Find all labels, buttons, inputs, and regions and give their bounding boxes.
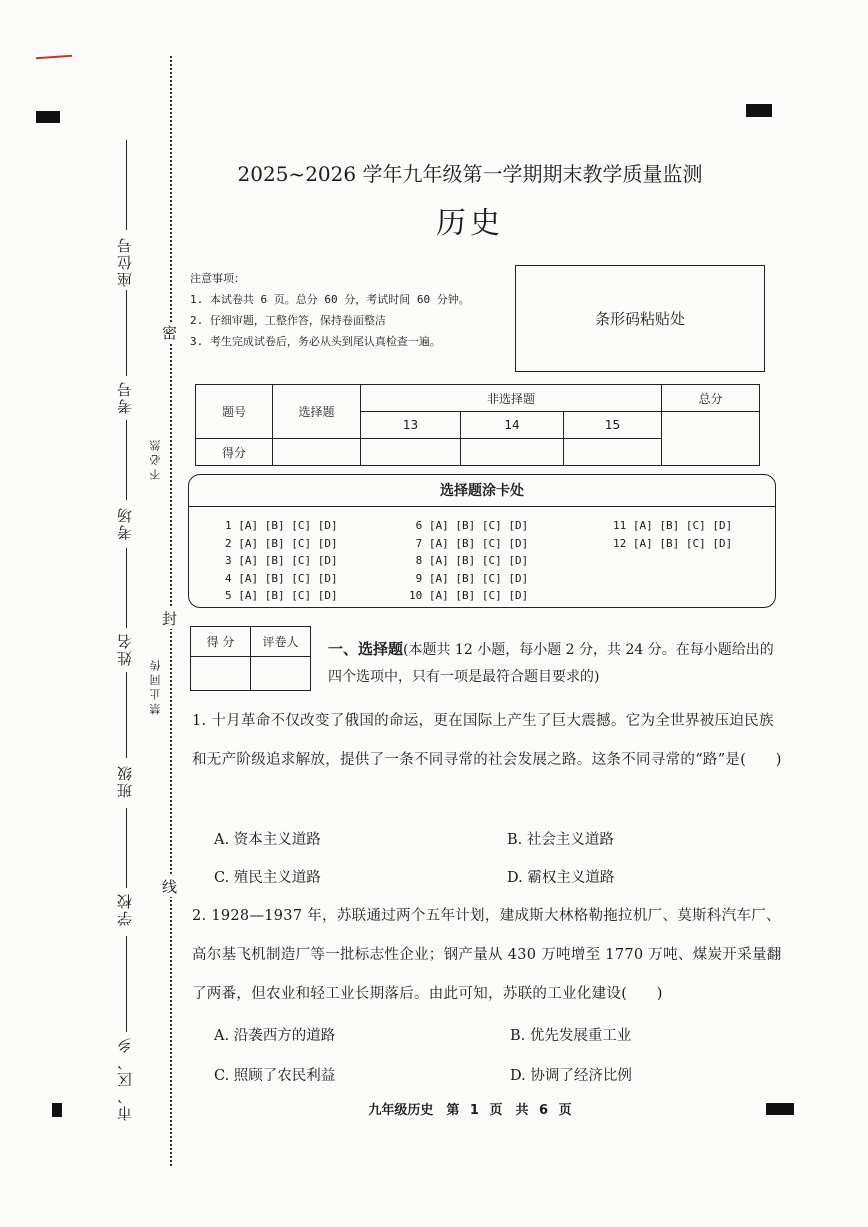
section-1-title: 一、选择题 — [328, 640, 404, 658]
score-table-sub-13: 13 — [361, 412, 461, 439]
section-1-description: (本题共 12 小题，每小题 2 分，共 24 分。在每小题给出的四个选项中，只有一项是最符合题目要求的) — [328, 642, 774, 685]
notes-item: 2. 仔细审题，工整作答，保持卷面整洁 — [190, 314, 386, 327]
registration-mark-top-right — [746, 104, 772, 117]
answer-card-column-1[interactable]: 1 [A] [B] [C] [D] 2 [A] [B] [C] [D] 3 [A] [B] [C] [D] 4 [A] [B] [C] [D] 5 [A] [B] [C] [D] — [225, 519, 338, 603]
binding-char-feng: 封 — [162, 610, 178, 628]
grader-cell-grader[interactable] — [251, 657, 311, 691]
field-school[interactable]: 学校 — [115, 892, 134, 926]
answer-card-title: 选择题涂卡处 — [189, 475, 775, 507]
question-1-stem: 1. 十月革命不仅改变了俄国的命运，更在国际上产生了巨大震撼。它为全世界被压迫民族和无产阶级追求解放，提供了一条不同寻常的社会发展之路。这条不同寻常的“路”是( ) — [192, 713, 782, 768]
score-cell-14[interactable] — [461, 439, 564, 466]
score-table-sub-14: 14 — [461, 412, 564, 439]
binding-warning-1: 不 必 然 — [149, 440, 162, 480]
question-2-option-a[interactable]: A. 沿袭西方的道路 — [214, 1028, 336, 1044]
registration-mark-bottom-left — [52, 1103, 62, 1117]
answer-card-column-2[interactable]: 6 [A] [B] [C] [D] 7 [A] [B] [C] [D] 8 [A] [B] [C] [D] 9 [A] [B] [C] [D] 10 [A] [B] [C] [D] — [409, 519, 529, 603]
score-cell-13[interactable] — [361, 439, 461, 466]
field-line-exam-room — [126, 420, 127, 500]
question-1-option-b[interactable]: B. 社会主义道路 — [507, 832, 614, 848]
grader-header-grader: 评卷人 — [251, 627, 311, 657]
field-line-district — [126, 936, 127, 1032]
score-cell-choice[interactable] — [273, 439, 361, 466]
field-seat-number[interactable]: 座位号 — [115, 236, 134, 287]
field-line-school — [126, 808, 127, 888]
score-table-header-total: 总分 — [662, 385, 760, 412]
question-1-option-a[interactable]: A. 资本主义道路 — [214, 832, 321, 848]
score-table-sub-15: 15 — [564, 412, 662, 439]
barcode-area[interactable] — [515, 265, 765, 372]
field-line-exam-id — [126, 290, 127, 376]
score-cell-15[interactable] — [564, 439, 662, 466]
question-2-option-d[interactable]: D. 协调了经济比例 — [510, 1068, 632, 1084]
question-1-option-c[interactable]: C. 殖民主义道路 — [214, 870, 321, 886]
grader-cell-score[interactable] — [191, 657, 251, 691]
question-2-option-b[interactable]: B. 优先发展重工业 — [510, 1028, 632, 1044]
question-2-stem: 2. 1928—1937 年，苏联通过两个五年计划，建成斯大林格勒拖拉机厂、莫斯科汽车厂、高尔基飞机制造厂等一批标志性企业；钢产量从 430 万吨增至 1770 万吨、煤炭开采量翻了两番，但农业和轻工业长期落后。由此可知，苏联的工业化建设( ) — [192, 908, 782, 1002]
answer-card — [188, 474, 776, 608]
field-exam-room[interactable]: 考场 — [115, 506, 134, 540]
exam-title: 2025~2026 学年九年级第一学期期末教学质量监测 — [237, 162, 703, 186]
section-1-heading — [328, 636, 774, 691]
score-table-header-nonchoice: 非选择题 — [361, 385, 662, 412]
grader-header-score: 得 分 — [191, 627, 251, 657]
binding-char-xian: 线 — [162, 878, 178, 896]
score-table-header-qnum: 题号 — [196, 385, 273, 439]
field-line-name — [126, 548, 127, 628]
score-cell-total[interactable] — [662, 412, 760, 466]
score-table — [195, 384, 760, 466]
notes-item: 3. 考生完成试卷后，务必从头到尾认真检查一遍。 — [190, 335, 441, 348]
field-name[interactable]: 姓名 — [115, 632, 134, 666]
question-2-option-c[interactable]: C. 照顾了农民利益 — [214, 1068, 336, 1084]
red-pen-mark — [36, 55, 72, 60]
binding-warning-2: 禁 止 同 传 — [149, 660, 162, 715]
field-district[interactable]: 市、区、乡 — [115, 1036, 134, 1121]
score-table-header-choice: 选择题 — [273, 385, 361, 439]
registration-mark-top-left — [36, 111, 60, 123]
binding-char-mi: 密 — [162, 324, 178, 342]
field-class[interactable]: 班级 — [115, 764, 134, 798]
registration-mark-bottom-right — [766, 1103, 794, 1115]
barcode-label: 条形码粘贴处 — [594, 310, 685, 328]
field-line-class — [126, 672, 127, 758]
field-line-seat — [126, 140, 127, 230]
page-footer: 九年级历史 第 1 页 共 6 页 — [368, 1103, 572, 1118]
notes-item: 1. 本试卷共 6 页。总分 60 分，考试时间 60 分钟。 — [190, 293, 470, 306]
grader-table — [190, 626, 311, 691]
answer-card-column-3[interactable]: 11 [A] [B] [C] [D] 12 [A] [B] [C] [D] — [613, 519, 733, 550]
question-1-option-d[interactable]: D. 霸权主义道路 — [507, 870, 615, 886]
score-table-row-score: 得分 — [196, 439, 273, 466]
notes-heading: 注意事项： — [190, 272, 245, 285]
field-exam-id[interactable]: 考号 — [115, 380, 134, 414]
exam-notes — [190, 268, 470, 352]
exam-subject: 历史 — [436, 206, 504, 241]
